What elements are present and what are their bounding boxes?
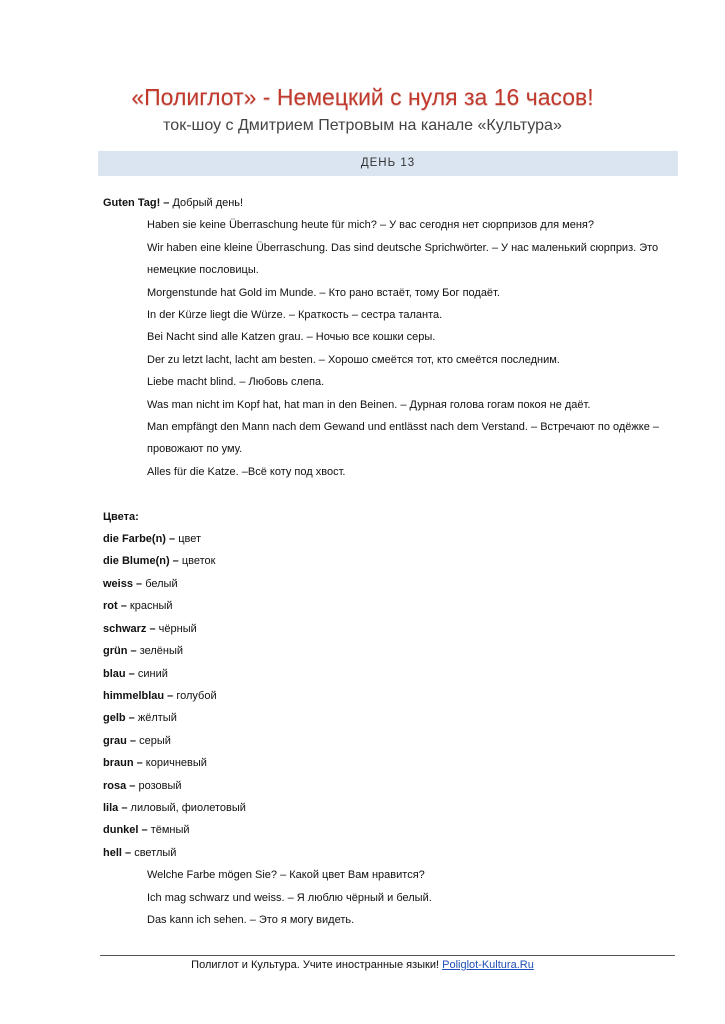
vocab-term: weiss bbox=[103, 577, 133, 590]
footer bbox=[0, 959, 725, 971]
spacer bbox=[103, 483, 678, 505]
vocab-item bbox=[103, 595, 678, 617]
vocab-term: grau bbox=[103, 734, 127, 747]
vocab-item bbox=[103, 752, 678, 774]
dash: – bbox=[164, 689, 177, 702]
vocab-item bbox=[103, 550, 678, 572]
vocab-translation: светлый bbox=[134, 846, 177, 859]
vocab-translation: голубой bbox=[176, 689, 217, 702]
lesson-content bbox=[103, 192, 678, 931]
vocab-item bbox=[103, 730, 678, 752]
phrase-line: Morgenstunde hat Gold im Munde. – Кто рано встаёт, тому Бог подаёт. bbox=[147, 286, 500, 299]
vocab-term: gelb bbox=[103, 712, 126, 725]
footer-text: Полиглот и Культура. Учите иностранные языки! bbox=[191, 959, 440, 971]
dash: – bbox=[125, 667, 138, 680]
phrase-line: Liebe macht blind. – Любовь слепа. bbox=[147, 376, 325, 389]
color-phrase-line: Das kann ich sehen. – Это я могу видеть. bbox=[147, 913, 355, 926]
dash: – bbox=[126, 734, 140, 747]
greeting-line bbox=[103, 192, 678, 214]
color-phrase-line: Welche Farbe mögen Sie? – Какой цвет Вам нравится? bbox=[147, 869, 425, 882]
page-title: «Полиглот» - Немецкий с нуля за 16 часов! bbox=[131, 84, 594, 110]
phrase-line: Haben sie keine Überraschung heute für mich? – У вас сегодня нет сюрпризов для меня? bbox=[147, 219, 594, 232]
vocab-translation: белый bbox=[145, 577, 178, 590]
vocab-translation: лиловый, фиолетовый bbox=[130, 801, 246, 814]
dash: – bbox=[127, 645, 140, 658]
vocab-item bbox=[103, 663, 678, 685]
vocab-translation: чёрный bbox=[158, 622, 197, 635]
dash: – bbox=[126, 779, 139, 792]
vocab-item bbox=[103, 528, 678, 550]
vocab-translation: синий bbox=[137, 667, 168, 680]
vocab-translation: тёмный bbox=[150, 824, 190, 837]
vocab-item bbox=[103, 842, 678, 864]
vocab-item bbox=[103, 640, 678, 662]
vocab-translation: жёлтый bbox=[137, 712, 177, 725]
vocab-item bbox=[103, 685, 678, 707]
vocab-term: blau bbox=[103, 667, 126, 680]
page-subtitle: ток-шоу с Дмитрием Петровым на канале «Культура» bbox=[163, 117, 562, 134]
footer-divider bbox=[100, 955, 675, 956]
vocab-term: dunkel bbox=[103, 824, 139, 837]
vocab-translation: красный bbox=[129, 600, 173, 613]
vocab-item bbox=[103, 618, 678, 640]
phrase-line: Alles für die Katze. –Всё коту под хвост. bbox=[147, 465, 346, 478]
vocab-term: hell bbox=[103, 846, 122, 859]
dash: – bbox=[165, 533, 179, 546]
footer-link[interactable]: Poliglot-Kultura.Ru bbox=[442, 959, 534, 971]
color-phrase-line: Ich mag schwarz und weiss. – Я люблю чёрный и белый. bbox=[147, 891, 432, 904]
vocab-translation: серый bbox=[139, 734, 171, 747]
dash: – bbox=[133, 757, 146, 770]
vocab-translation: цвет bbox=[178, 533, 201, 546]
dash: – bbox=[132, 577, 146, 590]
dash: – bbox=[138, 824, 151, 837]
vocab-term: rosa bbox=[103, 779, 127, 792]
greeting-translation: Добрый день! bbox=[172, 197, 244, 209]
vocab-term: die Blume(n) bbox=[103, 555, 170, 568]
vocab-translation: цветок bbox=[181, 555, 216, 568]
vocab-item bbox=[103, 573, 678, 595]
phrase-line: In der Kürze liegt die Würze. – Краткость – сестра таланта. bbox=[147, 309, 443, 322]
phrase-line: Wir haben eine kleine Überraschung. Das sind deutsche Sprichwörter. – У нас маленький сюрприз. Это немецкие пословицы. bbox=[147, 241, 659, 277]
vocab-term: braun bbox=[103, 757, 134, 770]
dash: – bbox=[121, 846, 135, 859]
phrase-line: Der zu letzt lacht, lacht am besten. – Хорошо смеётся тот, кто смеётся последним. bbox=[147, 353, 560, 366]
vocab-item bbox=[103, 797, 678, 819]
dash: – bbox=[163, 197, 170, 209]
vocab-term: himmelblau bbox=[103, 689, 165, 702]
vocab-item bbox=[103, 775, 678, 797]
colors-heading: Цвета: bbox=[103, 510, 139, 523]
vocab-item bbox=[103, 707, 678, 729]
vocab-term: die Farbe(n) bbox=[103, 533, 166, 546]
dash: – bbox=[125, 712, 138, 725]
vocab-list bbox=[103, 528, 678, 864]
vocab-term: lila bbox=[103, 801, 119, 814]
vocab-term: rot bbox=[103, 600, 118, 613]
phrase-line: Bei Nacht sind alle Katzen grau. – Ночью все кошки серы. bbox=[147, 331, 436, 344]
vocab-translation: коричневый bbox=[145, 757, 207, 770]
vocab-translation: розовый bbox=[138, 779, 182, 792]
phrase-line: Man empfängt den Mann nach dem Gewand und entlässt nach dem Verstand. – Встречают по одёжке – провожают по уму. bbox=[147, 421, 660, 456]
dash: – bbox=[117, 600, 130, 613]
vocab-term: grün bbox=[103, 645, 128, 658]
day-banner: ДЕНЬ 13 bbox=[98, 151, 678, 176]
dash: – bbox=[118, 801, 131, 814]
greeting-term: Guten Tag! bbox=[103, 197, 161, 209]
dash: – bbox=[169, 555, 182, 568]
vocab-translation: зелёный bbox=[139, 645, 184, 658]
vocab-term: schwarz bbox=[103, 622, 147, 635]
dash: – bbox=[146, 622, 159, 635]
vocab-item bbox=[103, 819, 678, 841]
phrase-line: Was man nicht im Kopf hat, hat man in den Beinen. – Дурная голова гогам покоя не даёт. bbox=[147, 398, 591, 411]
